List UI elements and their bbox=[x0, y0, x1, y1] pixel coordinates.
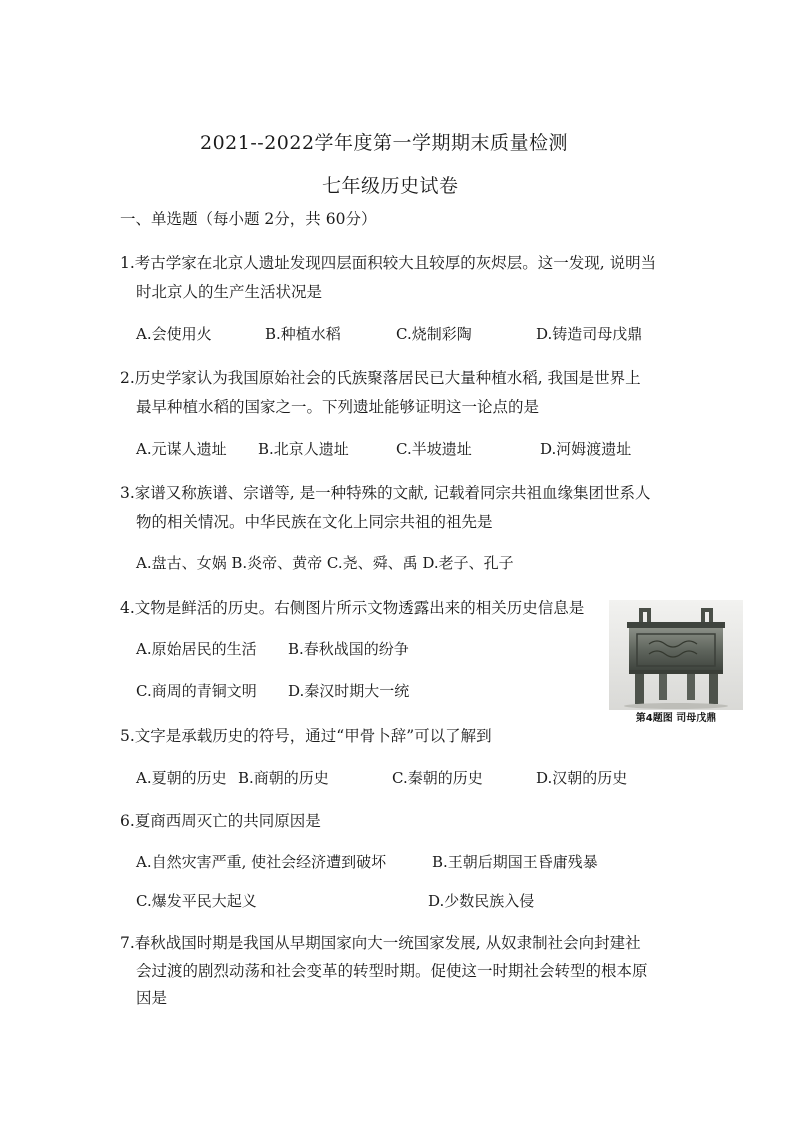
exam-title: 2021--2022学年度第一学期期末质量检测 bbox=[200, 132, 569, 154]
question-text-line: 最早种植水稻的国家之一。下列遗址能够证明这一论点的是 bbox=[136, 398, 540, 416]
exam-subtitle: 七年级历史试卷 bbox=[322, 175, 459, 197]
question-text-line: 3.家谱又称族谱、宗谱等, 是一种特殊的文献, 记载着同宗共祖血缘集团世系人 bbox=[120, 484, 651, 502]
question-text-line: 因是 bbox=[136, 989, 168, 1007]
option-a: A.元谋人遗址 bbox=[136, 440, 227, 458]
ding-vessel-image bbox=[609, 600, 743, 710]
option-a: A.原始居民的生活 bbox=[136, 640, 257, 658]
figure-simuwu-ding bbox=[609, 600, 743, 726]
question-text-line: 2.历史学家认为我国原始社会的氏族聚落居民已大量种植水稻, 我国是世界上 bbox=[120, 369, 641, 387]
options-line: A.盘古、女娲 B.炎帝、黄帝 C.尧、舜、禹 D.老子、孔子 bbox=[136, 554, 514, 572]
option-d: D.河姆渡遗址 bbox=[540, 440, 632, 458]
question-text-line: 会过渡的剧烈动荡和社会变革的转型时期。促使这一时期社会转型的根本原 bbox=[136, 962, 648, 980]
option-c: C.秦朝的历史 bbox=[392, 769, 483, 787]
option-d: D.汉朝的历史 bbox=[536, 769, 628, 787]
option-c: C.烧制彩陶 bbox=[396, 325, 472, 343]
figure-caption: 第4题图 司母戊鼎 bbox=[635, 713, 717, 724]
section-heading: 一、单选题（每小题 2分，共 60分） bbox=[120, 210, 377, 228]
option-b: B.北京人遗址 bbox=[258, 440, 349, 458]
question-text-line: 时北京人的生产生活状况是 bbox=[136, 283, 323, 301]
option-c: C.半坡遗址 bbox=[396, 440, 472, 458]
question-text-line: 物的相关情况。中华民族在文化上同宗共祖的祖先是 bbox=[136, 513, 493, 531]
question-text-line: 4.文物是鲜活的历史。右侧图片所示文物透露出来的相关历史信息是 bbox=[120, 599, 585, 617]
option-a: A.夏朝的历史 bbox=[136, 769, 227, 787]
option-a: A.会使用火 bbox=[136, 325, 212, 343]
option-c: C.爆发平民大起义 bbox=[136, 892, 257, 910]
question-text-line: 1.考古学家在北京人遗址发现四层面积较大且较厚的灰烬层。这一发现, 说明当 bbox=[120, 254, 657, 272]
option-d: D.秦汉时期大一统 bbox=[288, 682, 410, 700]
option-c: C.商周的青铜文明 bbox=[136, 682, 257, 700]
option-d: D.铸造司母戊鼎 bbox=[536, 325, 643, 343]
option-b: B.王朝后期国王昏庸残暴 bbox=[432, 853, 598, 871]
option-b: B.春秋战国的纷争 bbox=[288, 640, 409, 658]
option-b: B.商朝的历史 bbox=[238, 769, 329, 787]
option-b: B.种植水稻 bbox=[265, 325, 341, 343]
question-text-line: 5.文字是承载历史的符号，通过“甲骨卜辞”可以了解到 bbox=[120, 727, 492, 745]
question-text-line: 6.夏商西周灭亡的共同原因是 bbox=[120, 812, 321, 830]
question-text-line: 7.春秋战国时期是我国从早期国家向大一统国家发展, 从奴隶制社会向封建社 bbox=[120, 934, 641, 952]
option-a: A.自然灾害严重, 使社会经济遭到破坏 bbox=[136, 853, 387, 871]
option-d: D.少数民族入侵 bbox=[428, 892, 535, 910]
